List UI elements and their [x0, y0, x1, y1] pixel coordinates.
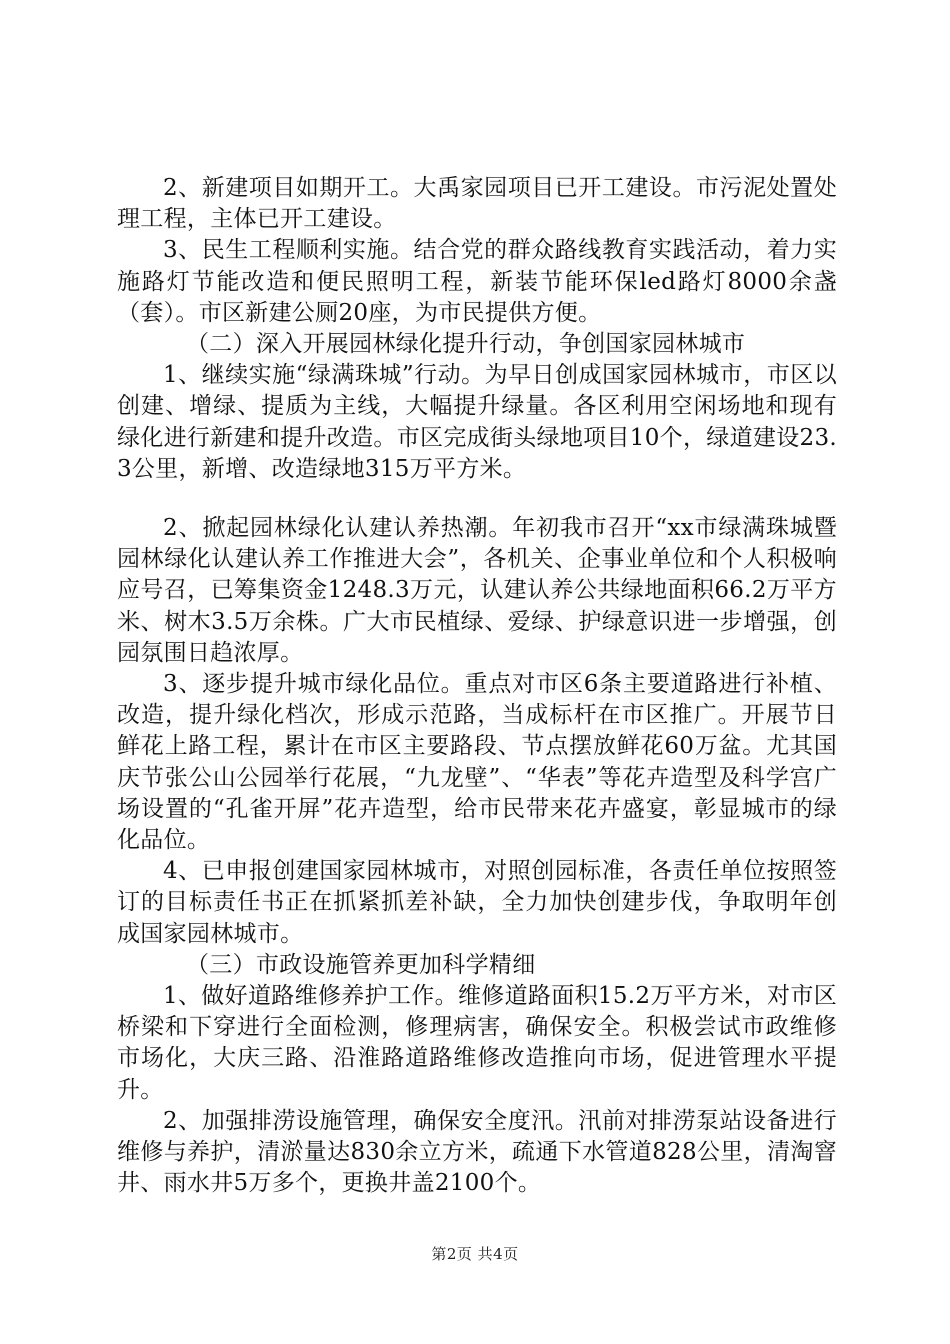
paragraph-garden-city-application: 4、已申报创建国家园林城市，对照创园标准，各责任单位按照签订的目标责任书正在抓紧抓差补缺，全力加快创建步伐，争取明年创成国家园林城市。 [117, 858, 837, 947]
section-heading-municipal-facilities: （三）市政设施管养更加科学精细 [186, 951, 536, 978]
paragraph-gap [117, 485, 837, 513]
paragraph-road-maintenance: 1、做好道路维修养护工作。维修道路面积15.2万平方米，对市区桥梁和下穿进行全面检测，修理病害，确保安全。积极尝试市政维修市场化，大庆三路、沿淮路道路维修改造推向市场，促进管理水平提升。 [117, 983, 837, 1103]
section-heading-landscaping: （二）深入开展园林绿化提升行动，争创国家园林城市 [186, 331, 746, 358]
paragraph-adoption-campaign: 2、掀起园林绿化认建认养热潮。年初我市召开“xx市绿满珠城暨园林绿化认建认养工作推进大会”，各机关、企事业单位和个人积极响应号召，已筹集资金1248.3万元，认建认养公共绿地面积66.2万平方米、树木3.5万余株。广大市民植绿、爱绿、护绿意识进一步增强，创园氛围日趋浓厚。 [117, 515, 837, 666]
paragraph-greening-quality: 3、逐步提升城市绿化品位。重点对市区6条主要道路进行补植、改造，提升绿化档次，形成示范路，当成标杆在市区推广。开展节日鲜花上路工程，累计在市区主要路段、节点摆放鲜花60万盆。尤其国庆节张公山公园举行花展，“九龙壁”、“华表”等花卉造型及科学宫广场设置的“孔雀开屏”花卉造型，给市民带来花卉盛宴，彰显城市的绿化品位。 [117, 671, 837, 854]
paragraph-new-projects: 2、新建项目如期开工。大禹家园项目已开工建设。市污泥处置处理工程，主体已开工建设。 [117, 175, 837, 233]
paragraph-drainage-management: 2、加强排涝设施管理，确保安全度汛。汛前对排涝泵站设备进行维修与养护，清淤量达830余立方米，疏通下水管道828公里，清淘窨井、雨水井5万多个，更换井盖2100个。 [117, 1107, 837, 1197]
paragraph-livelihood-projects: 3、民生工程顺利实施。结合党的群众路线教育实践活动，着力实施路灯节能改造和便民照明工程，新装节能环保led路灯8000余盏（套）。市区新建公厕20座，为市民提供方便。 [117, 237, 837, 326]
paragraph-green-city-action: 1、继续实施“绿满珠城”行动。为早日创成国家园林城市，市区以创建、增绿、提质为主线，大幅提升绿量。各区利用空闲场地和现有绿化进行新建和提升改造。市区完成街头绿地项目10个，绿道建设23.3公里，新增、改造绿地315万平方米。 [117, 362, 837, 482]
document-body [117, 173, 837, 1200]
page-number-footer: 第2页 共4页 [431, 1245, 519, 1263]
